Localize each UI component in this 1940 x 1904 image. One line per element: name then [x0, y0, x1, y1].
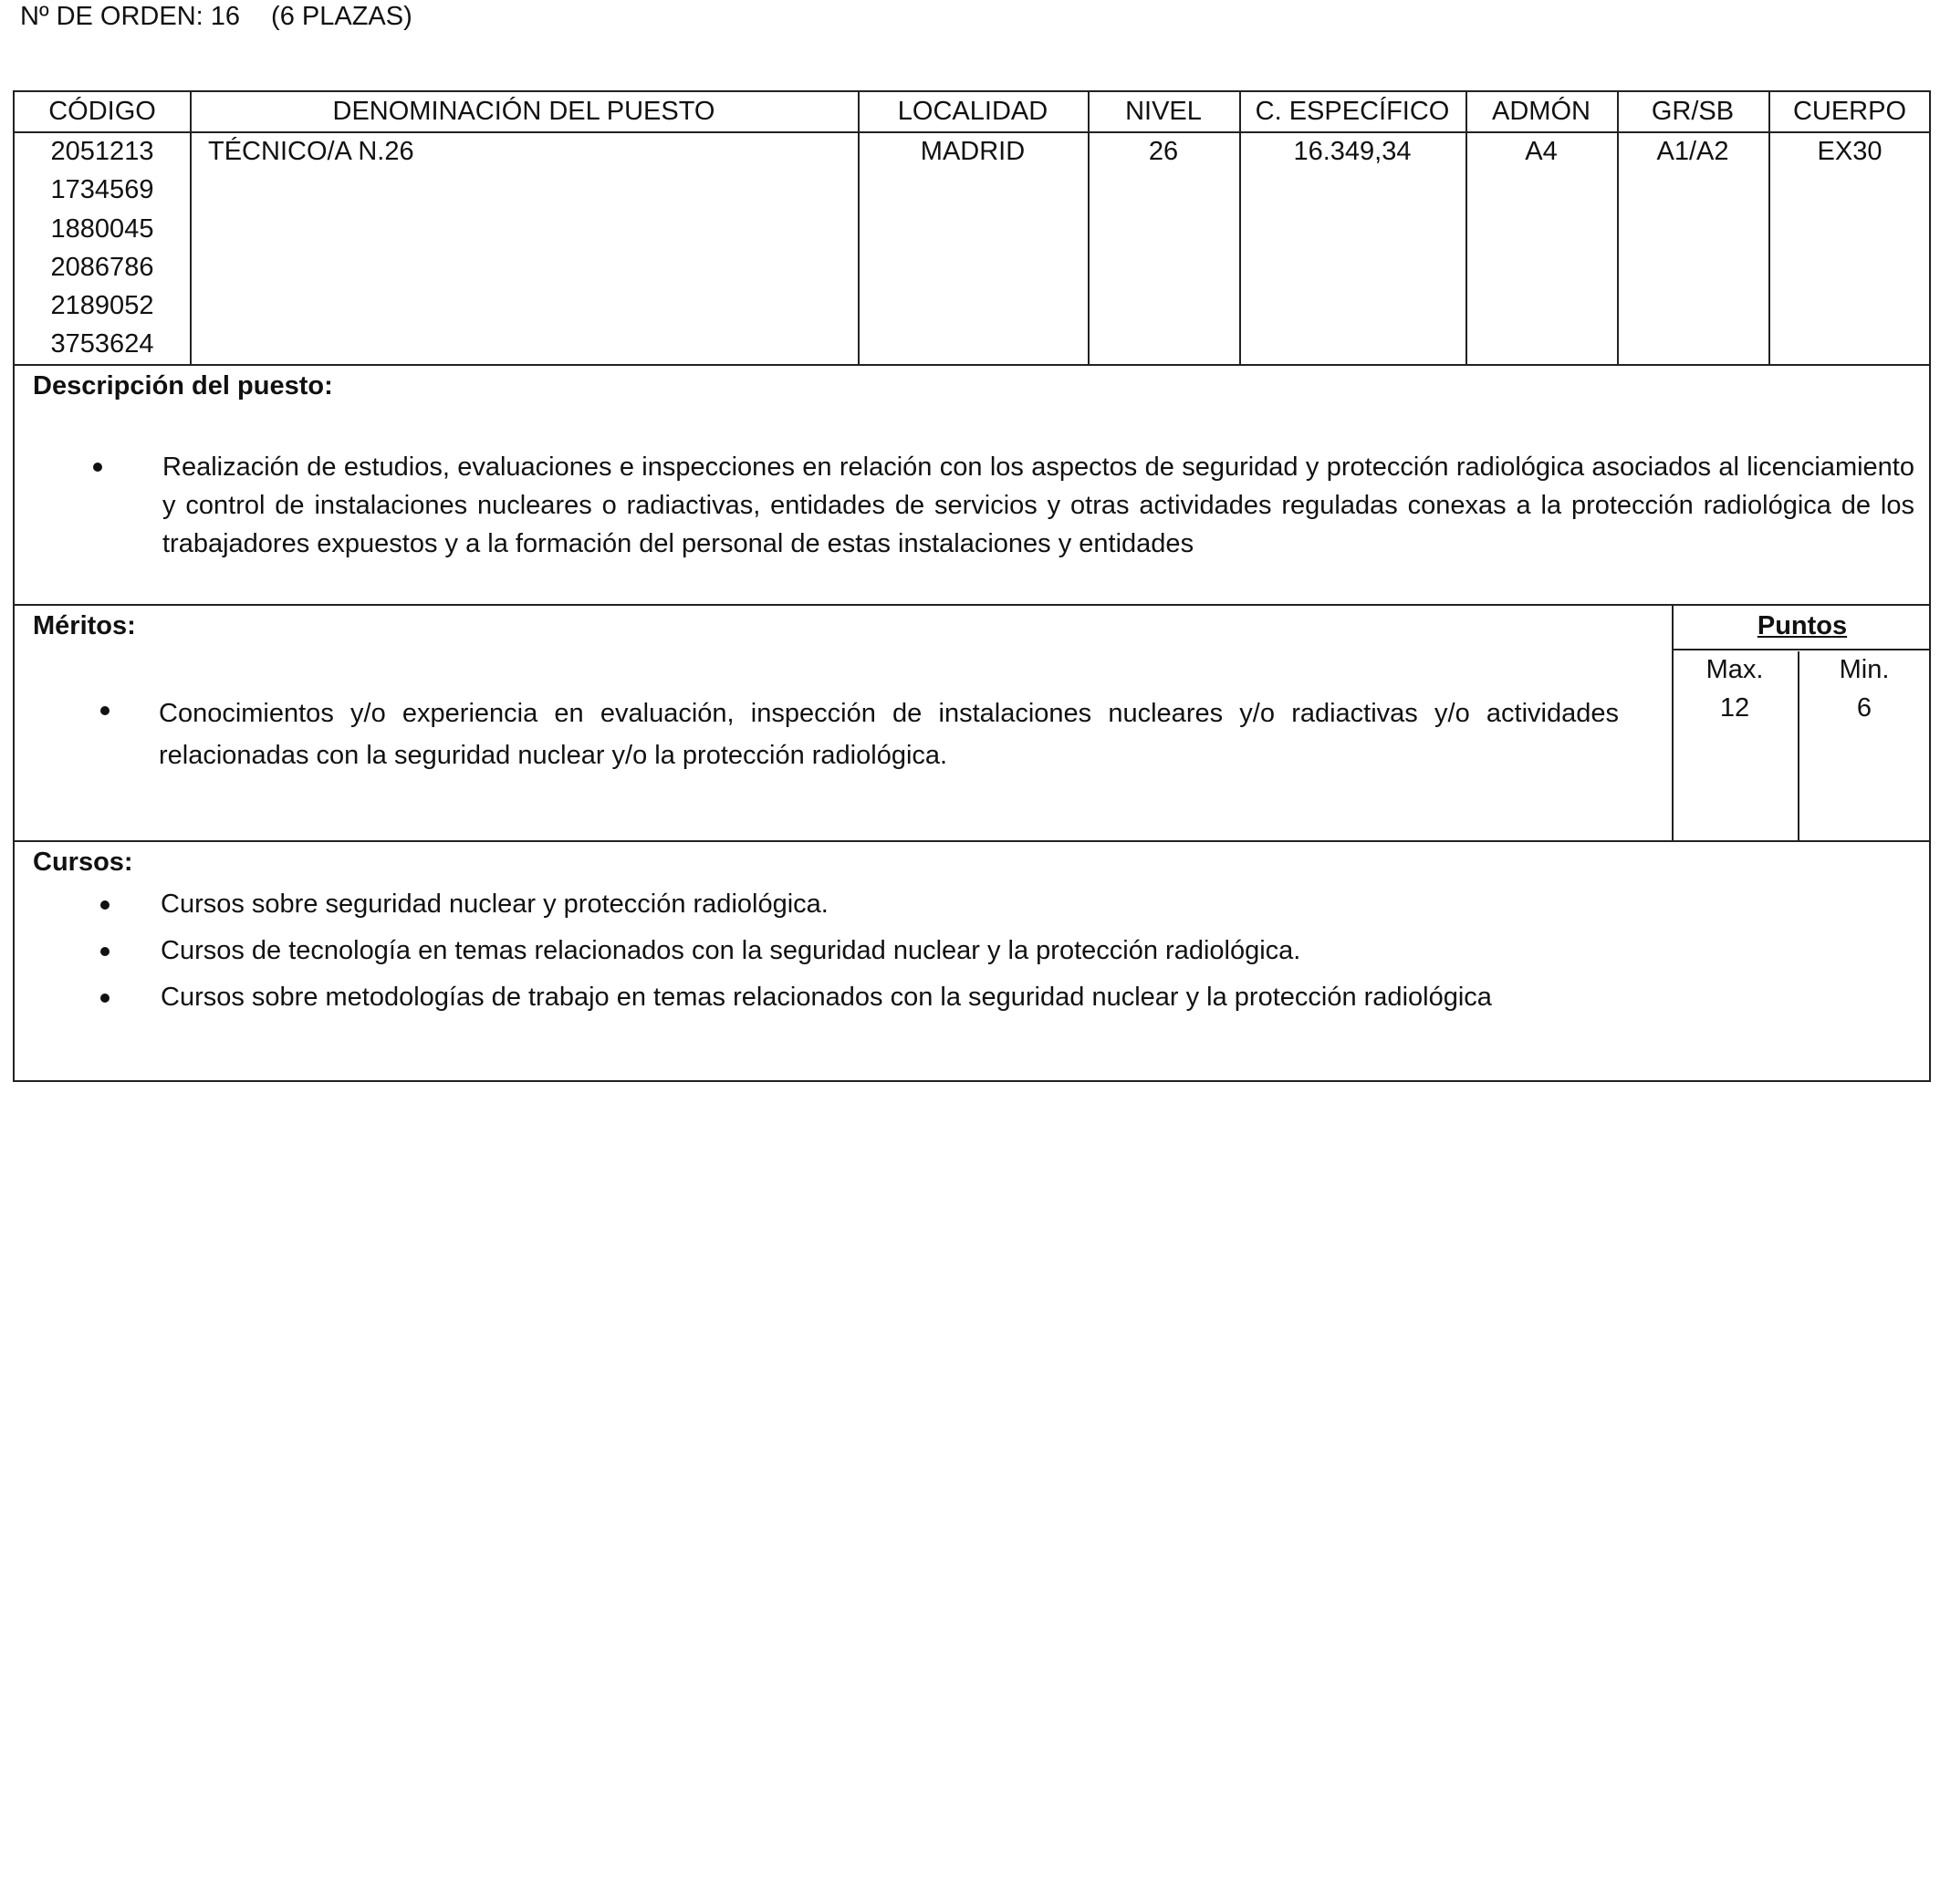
column-header-grsb: GR/SB — [1651, 97, 1735, 126]
bullet-icon — [100, 706, 110, 715]
orden-number: Nº DE ORDEN: 16 — [20, 2, 241, 31]
codes-list — [15, 132, 190, 364]
puntos-max-label: Max. — [1705, 655, 1764, 684]
puntos-title: Puntos — [1757, 611, 1848, 640]
nivel-value: 26 — [1148, 137, 1179, 166]
curso-item: Cursos sobre seguridad nuclear y protección radiológica. — [161, 890, 829, 919]
job-posting-table — [13, 90, 1931, 1082]
column-header-admon: ADMÓN — [1492, 97, 1591, 126]
column-header-codigo: CÓDIGO — [48, 97, 156, 126]
code-item: 1734569 — [50, 175, 154, 205]
code-item: 3753624 — [50, 329, 154, 359]
descripcion-item: Realización de estudios, evaluaciones e inspecciones en relación con los aspectos de seguridad y protección radiológica asociados al licenciamiento y control de instalaciones nucleares o radiactivas, entidades de servicios y otras actividades reguladas conexas a la protección radiológica de los trabajadores expuestos y a la formación del personal de estas instalaciones y entidades — [162, 453, 1914, 558]
denominacion-value: TÉCNICO/A N.26 — [208, 137, 414, 166]
bullet-icon — [93, 463, 102, 472]
curso-item: Cursos de tecnología en temas relacionados con la seguridad nuclear y la protección radiológica. — [161, 936, 1301, 965]
puntos-min-label: Min. — [1839, 655, 1890, 684]
puntos-min-value: 6 — [1856, 693, 1872, 723]
grsb-value: A1/A2 — [1656, 137, 1729, 166]
bullet-icon — [100, 994, 110, 1003]
admon-value: A4 — [1525, 137, 1558, 166]
column-header-localidad: LOCALIDAD — [897, 97, 1048, 126]
curso-item: Cursos sobre metodologías de trabajo en temas relacionados con la seguridad nuclear y la protección radiológica — [161, 983, 1492, 1012]
section-divider — [15, 364, 1929, 366]
column-header-denominacion: DENOMINACIÓN DEL PUESTO — [332, 97, 715, 126]
especifico-value: 16.349,34 — [1293, 137, 1412, 166]
meritos-title: Méritos: — [33, 611, 136, 640]
cuerpo-value: EX30 — [1817, 137, 1883, 166]
plazas-count: (6 PLAZAS) — [271, 2, 412, 31]
code-item: 2086786 — [50, 252, 154, 282]
column-header-cuerpo: CUERPO — [1792, 97, 1907, 126]
code-item: 2051213 — [50, 137, 154, 166]
localidad-value: MADRID — [920, 137, 1026, 166]
column-header-nivel: NIVEL — [1125, 97, 1202, 126]
col-divider — [190, 92, 192, 366]
bullet-icon — [100, 947, 110, 956]
code-item: 2189052 — [50, 291, 154, 321]
cursos-title: Cursos: — [33, 848, 133, 877]
section-divider — [15, 604, 1929, 606]
column-header-especifico: C. ESPECÍFICO — [1255, 97, 1450, 126]
puntos-max-value: 12 — [1719, 693, 1750, 723]
section-divider — [15, 840, 1929, 842]
descripcion-title: Descripción del puesto: — [33, 371, 333, 401]
meritos-item: Conocimientos y/o experiencia en evaluación, inspección de instalaciones nucleares y/o radiactivas y/o actividades relacionadas con la seguridad nuclear y/o la protección radiológica. — [159, 699, 1619, 770]
page-header — [20, 0, 412, 33]
bullet-icon — [100, 900, 110, 910]
code-item: 1880045 — [50, 213, 154, 244]
